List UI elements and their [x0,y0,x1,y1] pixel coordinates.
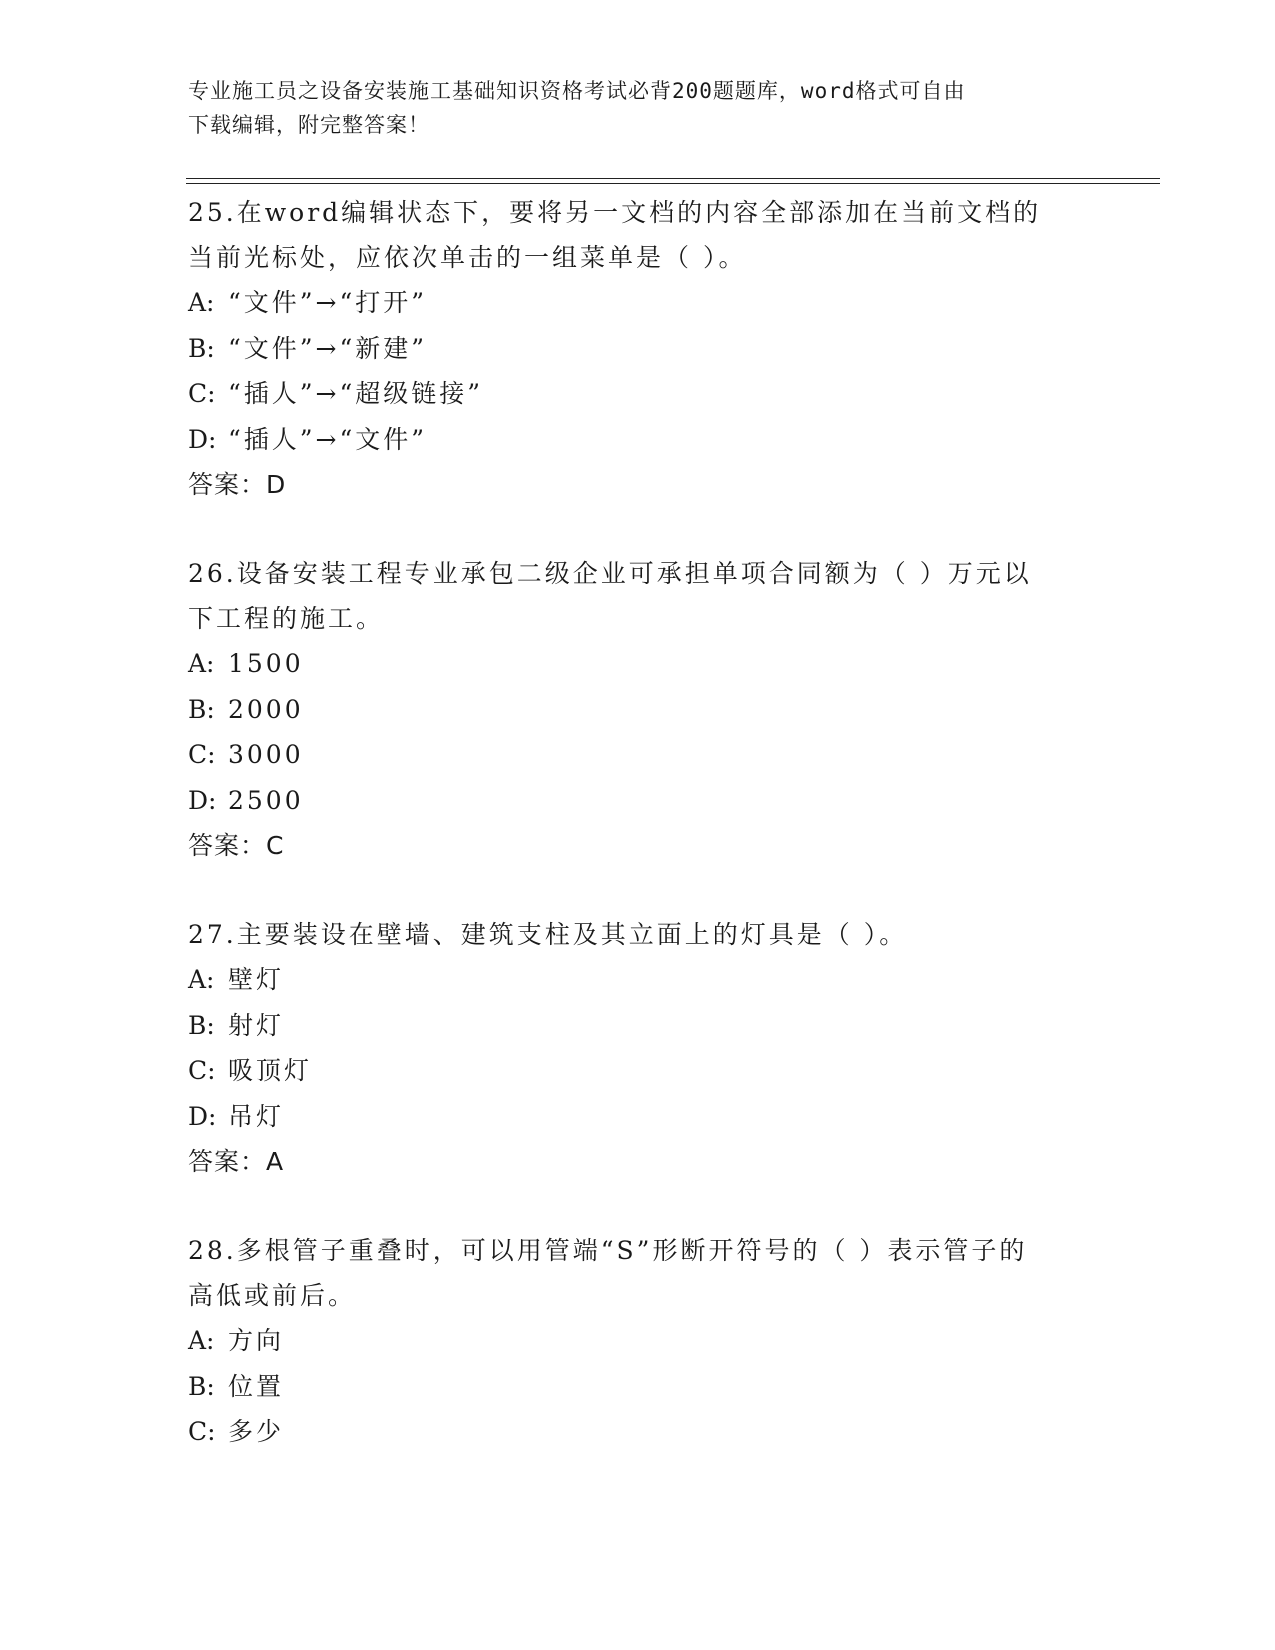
option-b [188,687,1088,733]
option-letter: B: [188,333,215,363]
option-a [188,280,1088,326]
question-spacer [188,868,1088,912]
header-line-2: 下载编辑，附完整答案！ [188,113,430,137]
option-letter: C: [188,1417,216,1446]
header-line-1: 专业施工员之设备安装施工基础知识资格考试必背200题题库，word格式可自由 [188,79,966,103]
option-text: 3000 [228,740,304,769]
option-b [188,326,1088,372]
question-text-line-1: 26.设备安装工程专业承包二级企业可承担单项合同额为（ ）万元以 [188,559,1032,588]
option-letter: D: [188,1101,217,1131]
option-text: “文件”→“打开” [228,288,428,317]
header-divider-bottom [186,183,1160,184]
option-d [188,1094,1088,1140]
option-letter: A: [188,288,215,317]
option-letter: D: [188,424,217,454]
question-25 [188,190,1088,507]
question-28 [188,1228,1088,1455]
question-text-line-2: 高低或前后。 [188,1281,357,1310]
question-spacer [188,1184,1088,1228]
option-letter: A: [188,1326,215,1355]
option-b [188,1003,1088,1049]
option-text: “插人”→“文件” [228,424,428,454]
option-c [188,1048,1088,1094]
option-a [188,957,1088,1003]
option-letter: D: [188,785,217,815]
option-text: “插人”→“超级链接” [228,379,484,408]
document-header [188,74,1088,142]
question-27 [188,912,1088,1184]
answer-line: 答案：A [188,1147,285,1176]
option-c [188,371,1088,417]
option-d [188,417,1088,463]
option-text: 射灯 [228,1010,285,1040]
option-b [188,1364,1088,1410]
option-letter: B: [188,694,215,724]
option-c [188,1409,1088,1455]
option-text: 壁灯 [228,965,285,994]
option-letter: B: [188,1010,215,1040]
option-text: 2500 [228,785,304,815]
question-list [188,190,1088,1455]
answer-line: 答案：D [188,470,287,499]
question-text-line-1: 28.多根管子重叠时，可以用管端“S”形断开符号的（ ）表示管子的 [188,1236,1028,1265]
header-divider-top [186,178,1160,179]
option-a [188,1318,1088,1364]
option-text: 多少 [228,1417,285,1446]
option-letter: A: [188,649,215,678]
option-letter: A: [188,965,215,994]
option-d [188,778,1088,824]
option-text: 1500 [228,649,304,678]
option-text: 吸顶灯 [228,1056,313,1085]
option-text: 2000 [228,694,304,724]
option-text: 方向 [228,1326,285,1355]
answer-line: 答案：C [188,831,285,860]
option-text: “文件”→“新建” [228,333,428,363]
option-letter: C: [188,379,216,408]
question-spacer [188,507,1088,551]
question-text-line-2: 当前光标处，应依次单击的一组菜单是（ ）。 [188,243,747,272]
option-text: 位置 [228,1371,285,1401]
option-a [188,641,1088,687]
question-text-line-1: 27.主要装设在壁墙、建筑支柱及其立面上的灯具是（ ）。 [188,920,908,949]
option-letter: C: [188,740,216,769]
option-c [188,732,1088,778]
option-text: 吊灯 [228,1101,285,1131]
question-26 [188,551,1088,868]
option-letter: C: [188,1056,216,1085]
option-letter: B: [188,1371,215,1401]
question-text-line-1: 25.在word编辑状态下，要将另一文档的内容全部添加在当前文档的 [188,198,1042,227]
question-text-line-2: 下工程的施工。 [188,604,385,633]
